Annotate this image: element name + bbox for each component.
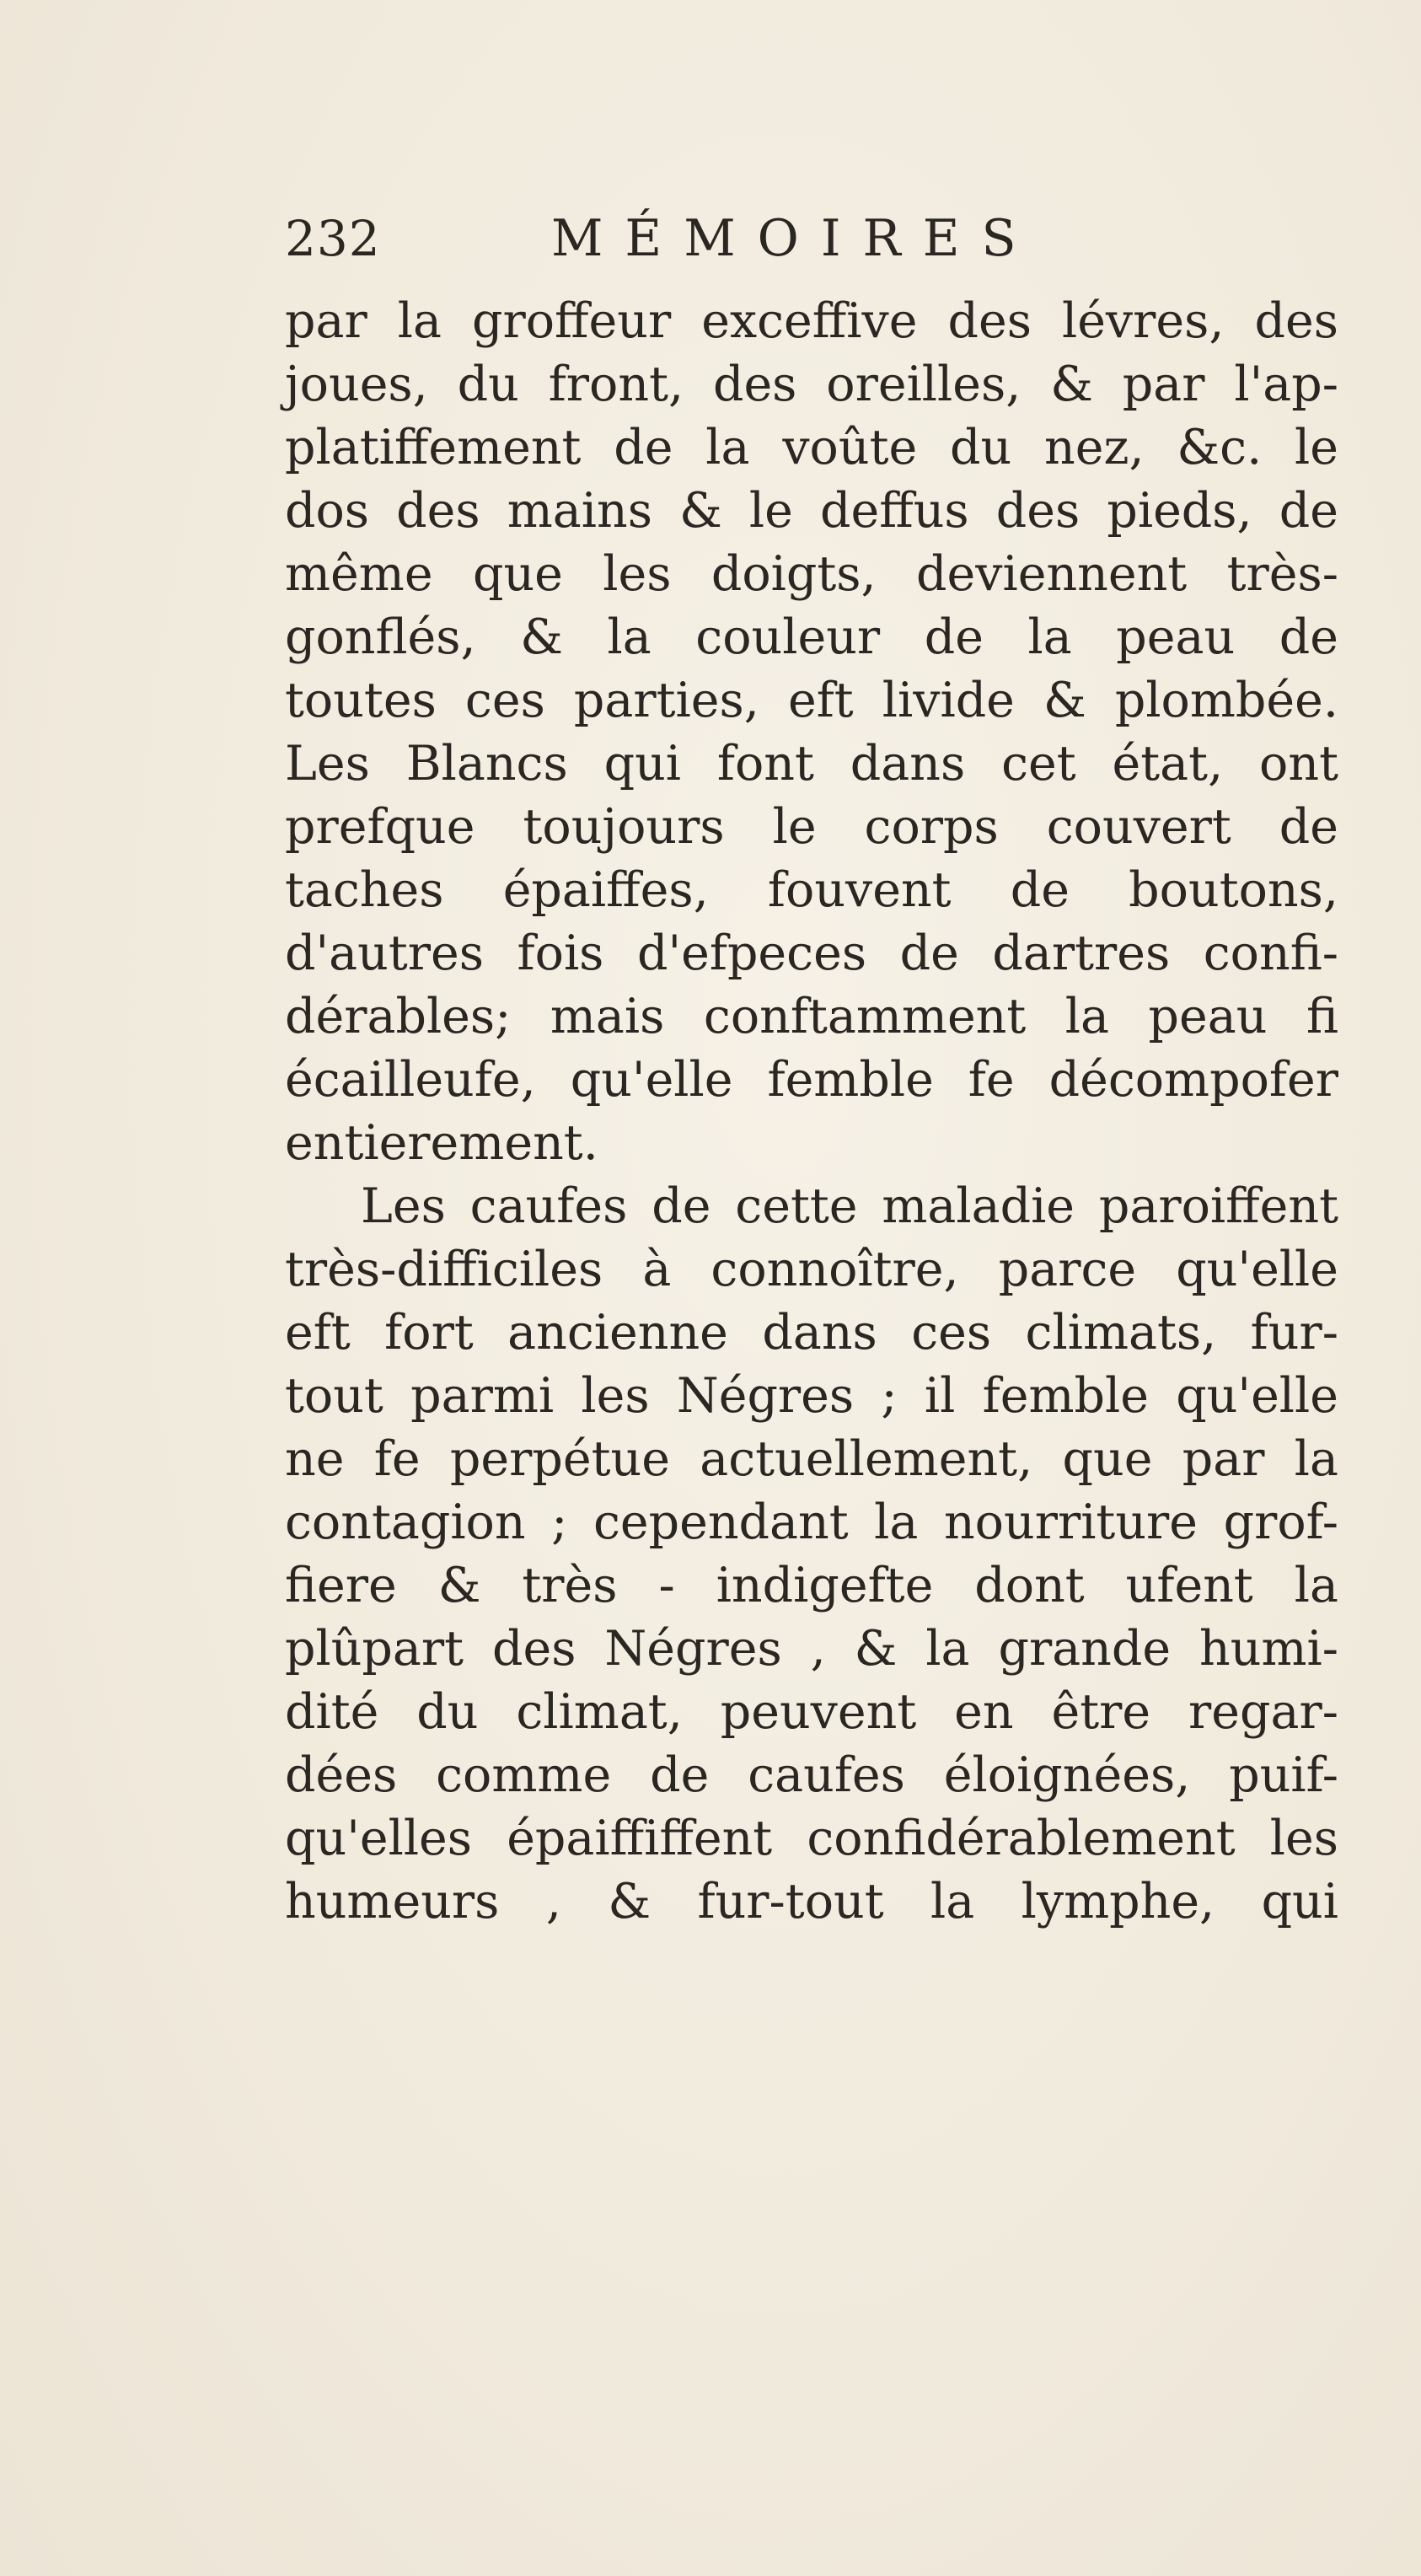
page-number: 232 — [285, 210, 381, 267]
text-line: fiere & très - indigefte dont ufent la — [285, 1558, 1338, 1613]
text-line: platiffement de la voûte du nez, &c. le — [285, 420, 1338, 475]
text-line: dées comme de caufes éloignées, puif- — [285, 1747, 1338, 1803]
text-line: ne fe perpétue actuellement, que par la — [285, 1431, 1338, 1487]
text-line: très-difficiles à connoître, parce qu'elle — [285, 1242, 1338, 1297]
text-line: même que les doigts, deviennent très- — [285, 546, 1338, 602]
text-line: tout parmi les Négres ; il femble qu'elle — [285, 1368, 1338, 1424]
text-line: entierement. — [285, 1115, 598, 1171]
text-line: taches épaiffes, fouvent de boutons, — [285, 862, 1338, 918]
text-line: dérables; mais conftamment la peau fi — [285, 989, 1338, 1044]
body-text — [285, 290, 1338, 1934]
text-line: d'autres fois d'efpeces de dartres confi- — [285, 926, 1338, 981]
text-line: eft fort ancienne dans ces climats, fur- — [285, 1305, 1338, 1360]
text-line: plûpart des Négres , & la grande humi- — [285, 1621, 1338, 1677]
text-line: Les Blancs qui font dans cet état, ont — [285, 736, 1338, 792]
text-line: humeurs , & fur-tout la lymphe, qui — [285, 1874, 1338, 1929]
text-line: écailleufe, qu'elle femble fe décompofer — [285, 1052, 1338, 1108]
text-line: contagion ; cependant la nourriture grof- — [285, 1495, 1338, 1550]
text-line: qu'elles épaiffiffent confidérablement les — [285, 1811, 1338, 1866]
running-title: MÉMOIRES — [551, 209, 1038, 268]
text-line: dos des mains & le deffus des pieds, de — [285, 483, 1338, 539]
text-line: joues, du front, des oreilles, & par l'ap- — [285, 357, 1338, 412]
running-head — [285, 209, 1128, 268]
text-line: dité du climat, peuvent en être regar- — [285, 1684, 1338, 1740]
text-line: gonflés, & la couleur de la peau de — [285, 609, 1338, 665]
text-line: prefque toujours le corps couvert de — [285, 799, 1338, 855]
text-line: par la groffeur exceffive des lévres, des — [285, 293, 1338, 349]
text-line: Les caufes de cette maladie paroiffent — [361, 1178, 1338, 1234]
text-line: toutes ces parties, eft livide & plombée. — [285, 673, 1338, 728]
